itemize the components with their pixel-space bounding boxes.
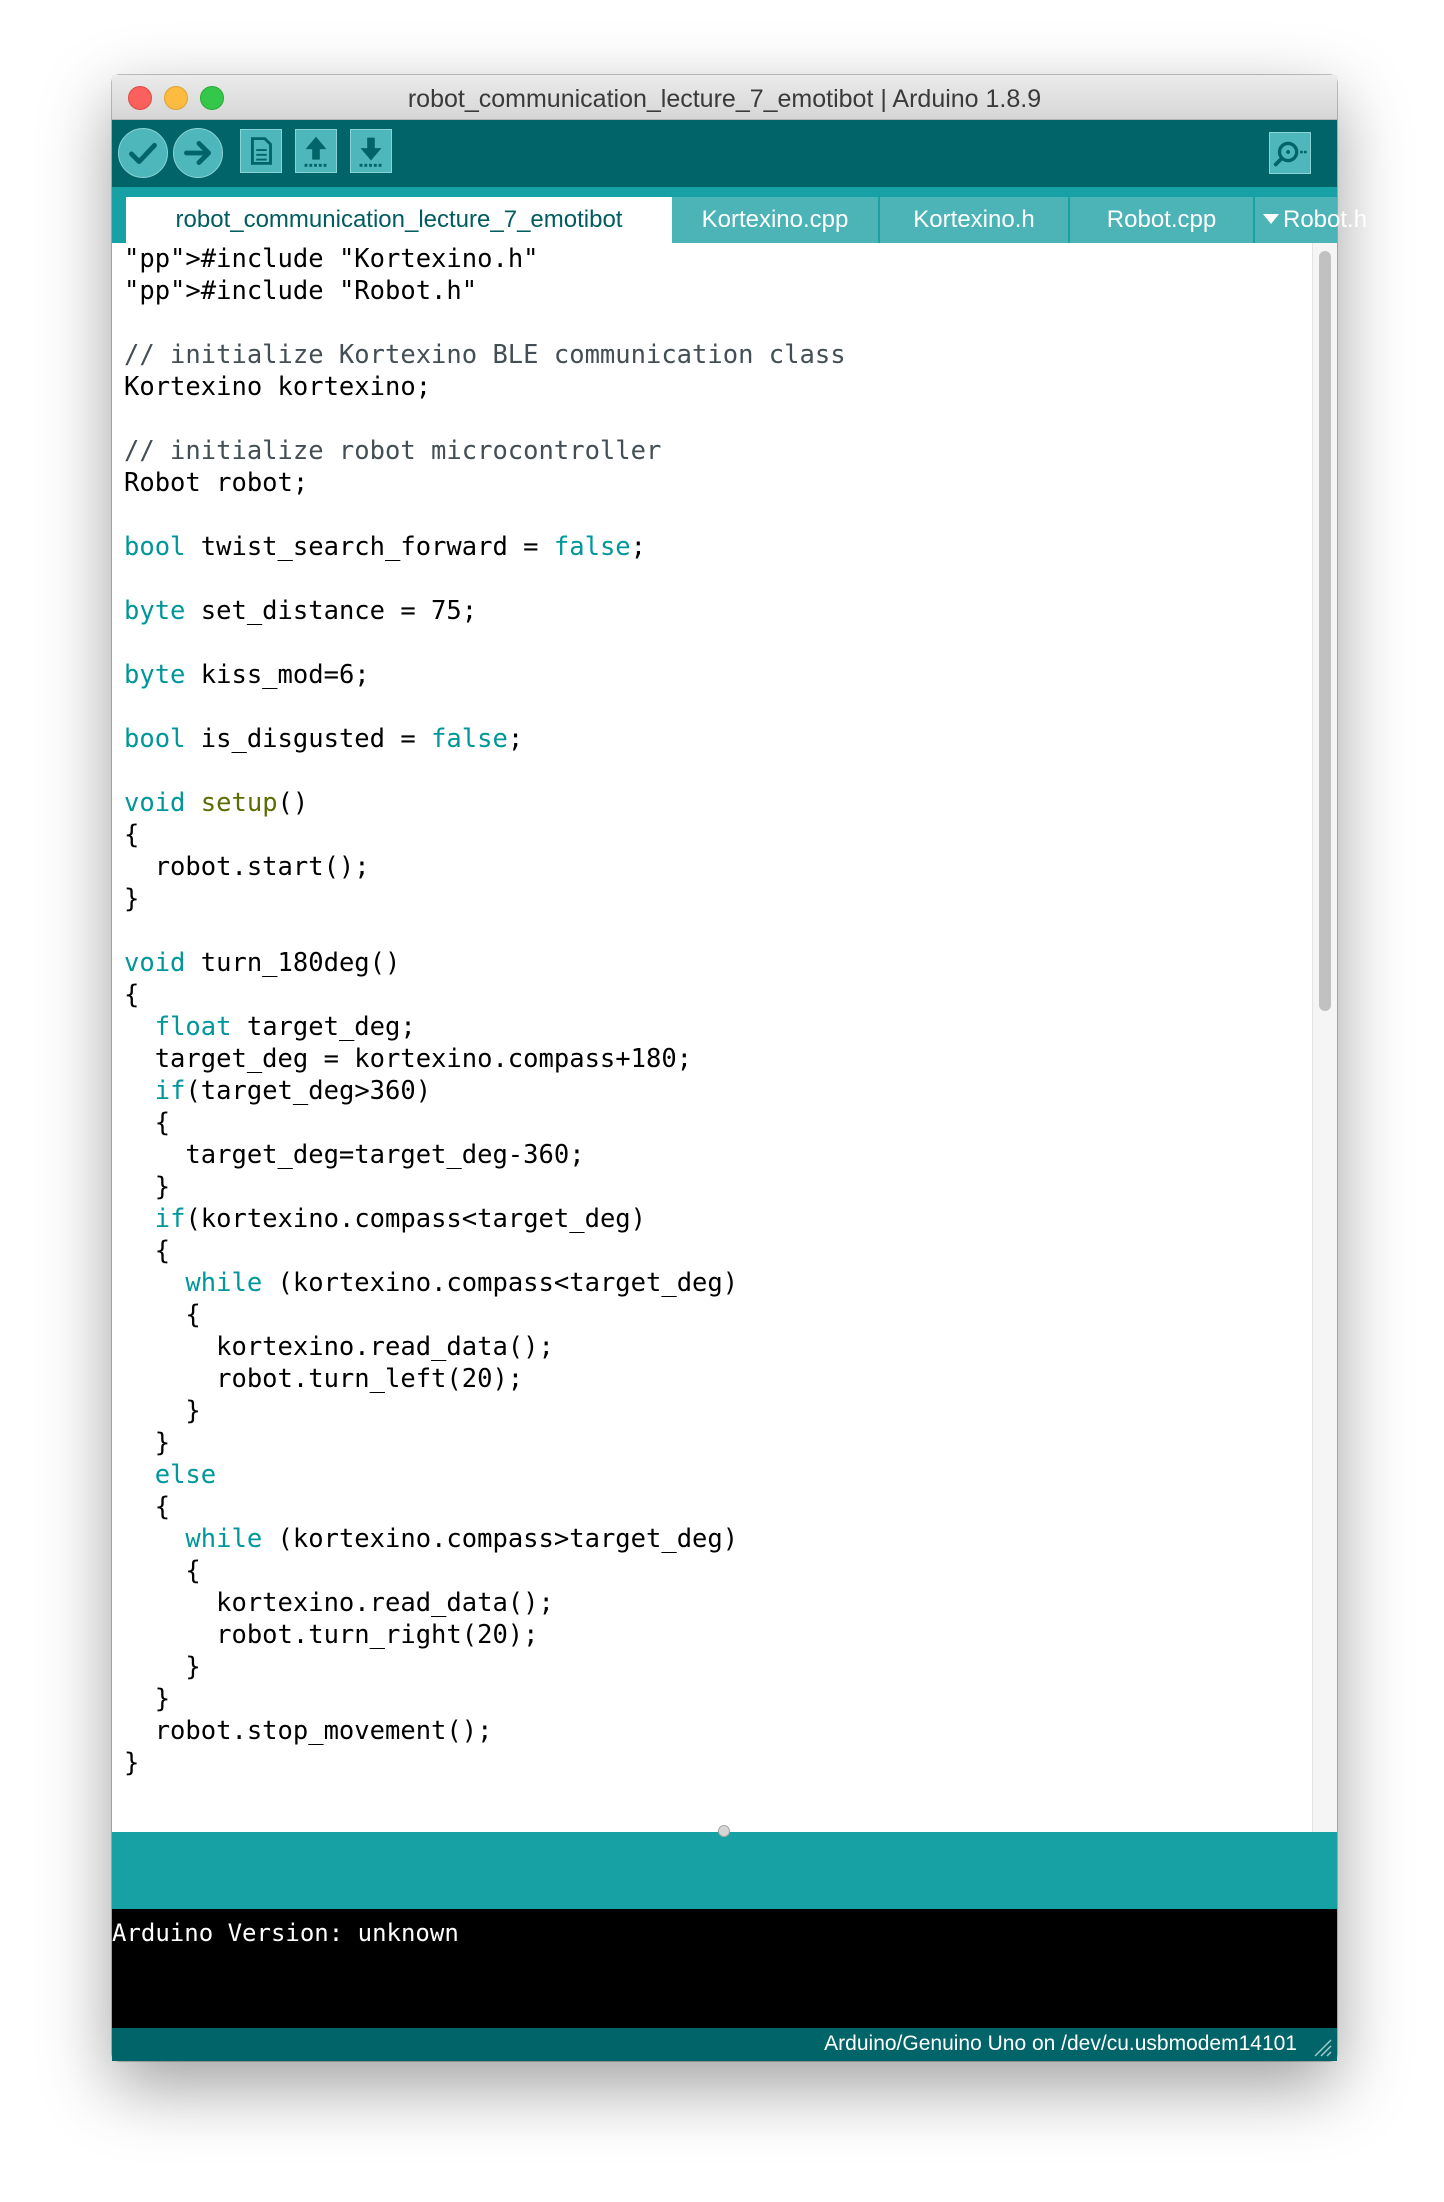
resize-grip-icon[interactable] bbox=[1311, 2036, 1333, 2058]
checkmark-icon bbox=[119, 129, 167, 177]
code-line[interactable]: float target_deg; bbox=[154, 1012, 416, 1042]
code-line[interactable]: else bbox=[154, 1460, 217, 1490]
tab-kortexino-cpp[interactable]: Kortexino.cpp bbox=[672, 197, 880, 243]
code-line[interactable] bbox=[124, 403, 1312, 435]
scrollbar-thumb[interactable] bbox=[1319, 251, 1331, 1011]
code-line[interactable]: { bbox=[124, 1556, 201, 1586]
code-line[interactable]: target_deg = kortexino.compass+180; bbox=[124, 1044, 693, 1074]
code-line[interactable]: if(kortexino.compass<target_deg) bbox=[154, 1204, 647, 1234]
verify-button[interactable] bbox=[118, 128, 168, 178]
code-line[interactable]: robot.turn_left(20); bbox=[124, 1364, 524, 1394]
code-line[interactable]: robot.stop_movement(); bbox=[124, 1716, 493, 1746]
code-line[interactable]: } bbox=[124, 1396, 201, 1426]
code-line[interactable] bbox=[124, 499, 1312, 531]
code-line[interactable]: "pp">#include "Kortexino.h" bbox=[124, 244, 539, 274]
tab-robot-h: Robot.h bbox=[1283, 206, 1368, 233]
new-sketch-button[interactable] bbox=[240, 129, 282, 173]
code-line[interactable]: robot.start(); bbox=[124, 852, 370, 882]
console-output bbox=[112, 1909, 1337, 2028]
code-line[interactable] bbox=[124, 915, 1312, 947]
code-editor[interactable] bbox=[112, 243, 1312, 1909]
divider-handle[interactable] bbox=[718, 1825, 730, 1837]
code-line[interactable]: { bbox=[124, 980, 140, 1010]
tab-menu-button[interactable] bbox=[1255, 197, 1368, 243]
code-line[interactable]: { bbox=[124, 820, 140, 850]
code-line[interactable] bbox=[124, 755, 1312, 787]
code-line[interactable]: kortexino.read_data(); bbox=[124, 1588, 554, 1618]
code-line[interactable]: { bbox=[124, 1492, 171, 1522]
code-text[interactable] bbox=[112, 243, 1312, 1779]
code-line[interactable] bbox=[124, 307, 1312, 339]
code-line[interactable]: target_deg=target_deg-360; bbox=[124, 1140, 585, 1170]
code-line[interactable]: bool twist_search_forward = false; bbox=[124, 532, 647, 562]
code-line[interactable]: void turn_180deg() bbox=[124, 948, 401, 978]
code-line[interactable]: bool is_disgusted = false; bbox=[124, 724, 524, 754]
save-sketch-button[interactable] bbox=[350, 129, 392, 173]
window-title: robot_communication_lecture_7_emotibot | Arduino 1.8.9 bbox=[407, 85, 1042, 113]
code-line[interactable]: } bbox=[124, 1748, 140, 1778]
tab-robot-communication-lecture-7-emotibot[interactable]: robot_communication_lecture_7_emotibot bbox=[126, 197, 672, 243]
code-line[interactable]: Kortexino kortexino; bbox=[124, 372, 432, 402]
code-line[interactable]: robot.turn_right(20); bbox=[124, 1620, 539, 1650]
arrow-right-icon bbox=[174, 129, 222, 177]
code-line[interactable]: { bbox=[124, 1108, 171, 1138]
code-line[interactable] bbox=[124, 691, 1312, 723]
open-sketch-button[interactable] bbox=[295, 129, 337, 173]
code-line[interactable]: } bbox=[124, 1652, 201, 1682]
code-line[interactable]: } bbox=[124, 884, 140, 914]
code-line[interactable]: // initialize robot microcontroller bbox=[124, 436, 662, 466]
code-line[interactable]: byte set_distance = 75; bbox=[124, 596, 478, 626]
editor-console-divider[interactable] bbox=[112, 1832, 1337, 1909]
open-arrow-up-icon bbox=[296, 130, 336, 172]
code-line[interactable]: if(target_deg>360) bbox=[154, 1076, 432, 1106]
code-line[interactable] bbox=[124, 563, 1312, 595]
code-line[interactable]: { bbox=[124, 1300, 201, 1330]
editor-vertical-scrollbar[interactable] bbox=[1312, 243, 1337, 1909]
code-line[interactable]: "pp">#include "Robot.h" bbox=[124, 276, 478, 306]
title-bar bbox=[112, 75, 1337, 120]
new-file-icon bbox=[241, 130, 281, 172]
console-text: Arduino Version: unknown bbox=[112, 1919, 459, 1947]
code-line[interactable]: while (kortexino.compass>target_deg) bbox=[185, 1524, 739, 1554]
code-line[interactable]: } bbox=[124, 1172, 171, 1202]
code-line[interactable]: void setup() bbox=[124, 788, 309, 818]
code-line[interactable]: } bbox=[124, 1428, 171, 1458]
magnifier-icon bbox=[1270, 133, 1310, 173]
arduino-ide-window bbox=[112, 75, 1368, 2061]
status-bar bbox=[112, 2028, 1337, 2061]
sketch-tabs bbox=[112, 187, 1368, 243]
code-line[interactable]: byte kiss_mod=6; bbox=[124, 660, 370, 690]
code-line[interactable]: while (kortexino.compass<target_deg) bbox=[185, 1268, 739, 1298]
upload-button[interactable] bbox=[173, 128, 223, 178]
code-line[interactable]: Robot robot; bbox=[124, 468, 309, 498]
serial-monitor-button[interactable] bbox=[1269, 132, 1311, 174]
code-line[interactable]: kortexino.read_data(); bbox=[124, 1332, 554, 1362]
tab-kortexino-h[interactable]: Kortexino.h bbox=[880, 197, 1070, 243]
code-line[interactable]: } bbox=[124, 1684, 171, 1714]
tab-robot-cpp[interactable]: Robot.cpp bbox=[1070, 197, 1255, 243]
save-arrow-down-icon bbox=[351, 130, 391, 172]
code-line[interactable]: { bbox=[124, 1236, 171, 1266]
board-port-status: Arduino/Genuino Uno on /dev/cu.usbmodem14101 bbox=[824, 2032, 1297, 2055]
code-line[interactable] bbox=[124, 627, 1312, 659]
code-line[interactable]: // initialize Kortexino BLE communication class bbox=[124, 340, 846, 370]
triangle-down-icon bbox=[1263, 214, 1279, 224]
toolbar bbox=[112, 120, 1337, 187]
